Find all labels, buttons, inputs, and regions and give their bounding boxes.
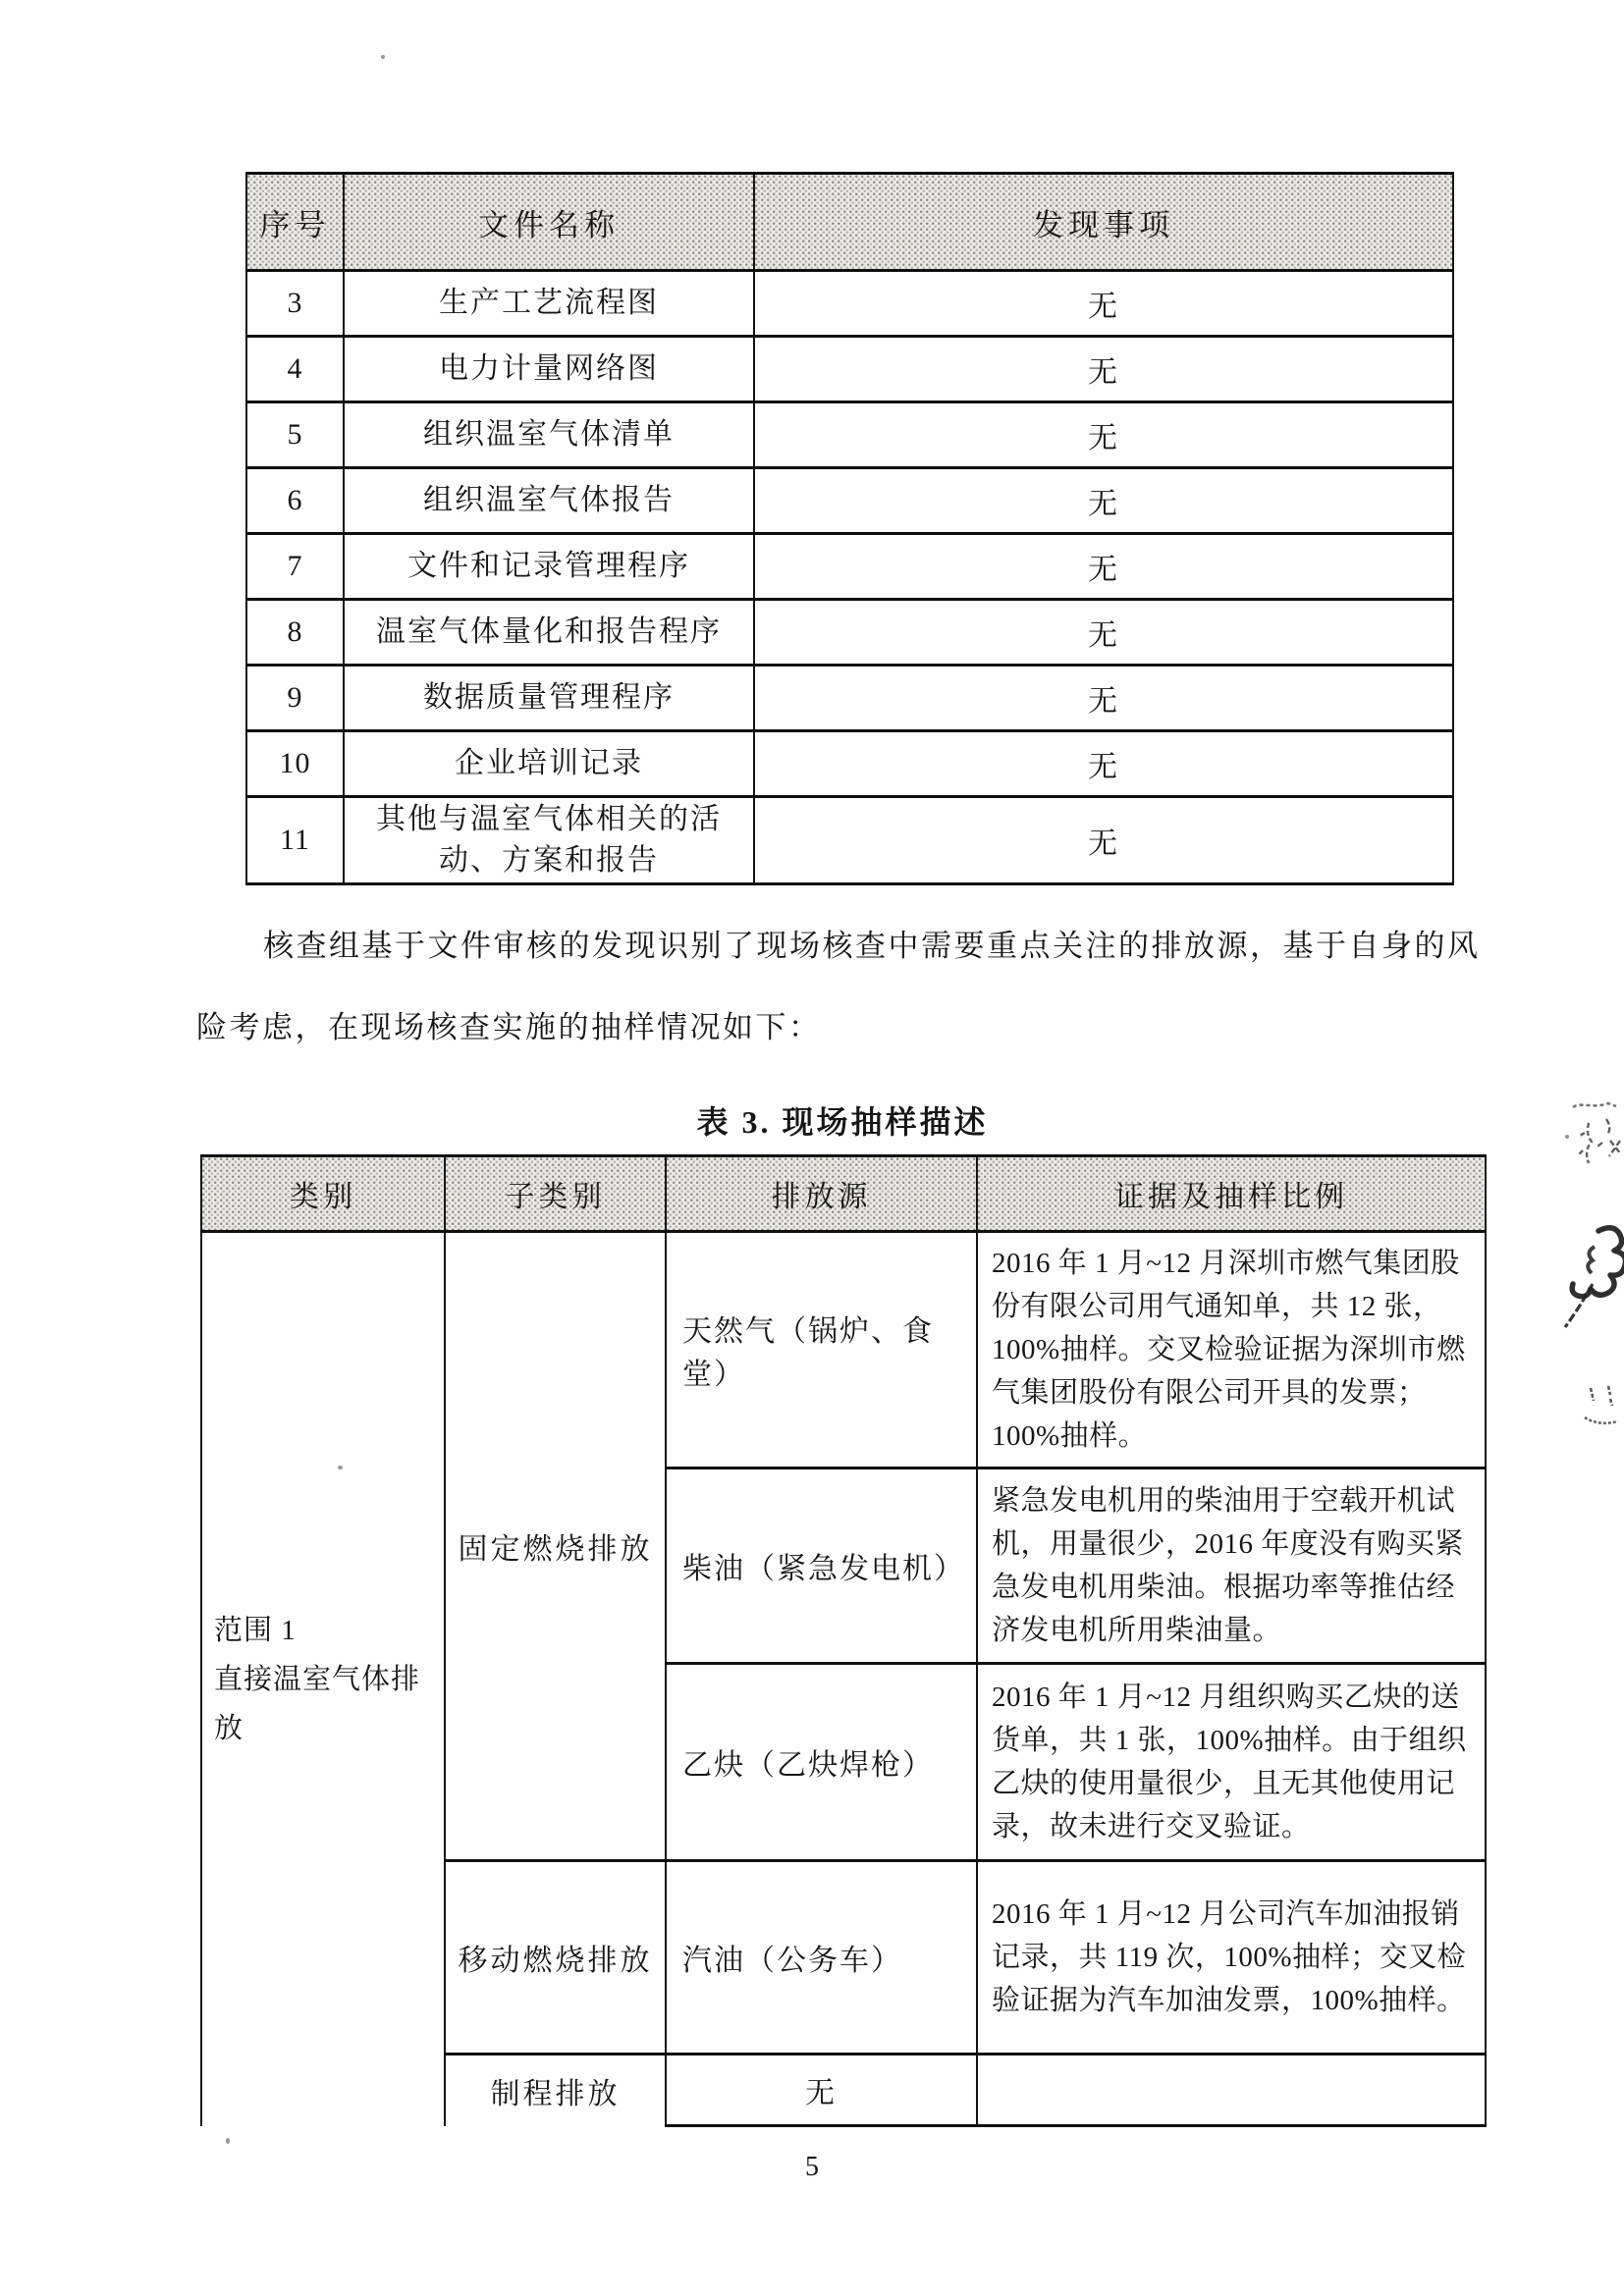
cell-subcategory-stationary: 固定燃烧排放 — [445, 1232, 666, 1861]
category-line-1: 范围 1 — [214, 1614, 297, 1646]
row-no: 9 — [246, 666, 344, 731]
scan-speck — [381, 55, 385, 59]
header-subcategory: 子类别 — [445, 1156, 666, 1232]
table-row — [201, 1232, 1486, 1468]
row-no: 4 — [246, 337, 344, 402]
cell-evidence-natural-gas: 2016 年 1 月~12 月深圳市燃气集团股份有限公司用气通知单，共 12 张，100%抽样。交叉检验证据为深圳市燃气集团股份有限公司开具的发票；100%抽样。 — [977, 1232, 1486, 1468]
table-row — [246, 600, 1453, 666]
cell-source-gasoline: 汽油（公务车） — [666, 1861, 977, 2055]
row-file-name: 文件和记录管理程序 — [344, 534, 754, 600]
table-header-row — [201, 1156, 1486, 1232]
table-row — [246, 731, 1453, 797]
scan-speck — [226, 2138, 230, 2144]
table-row — [246, 337, 1453, 402]
header-source: 排放源 — [666, 1156, 977, 1232]
header-file-name: 文件名称 — [344, 174, 754, 271]
table-row — [246, 402, 1453, 468]
cell-evidence-empty — [977, 2055, 1486, 2126]
cell-subcategory-process: 制程排放 — [445, 2055, 666, 2126]
scan-speck — [338, 1466, 343, 1469]
row-no: 11 — [246, 797, 344, 884]
row-file-name: 温室气体量化和报告程序 — [344, 600, 754, 666]
row-file-name: 生产工艺流程图 — [344, 271, 754, 337]
row-file-name: 组织温室气体报告 — [344, 468, 754, 534]
table-row — [246, 534, 1453, 600]
table-row — [246, 468, 1453, 534]
header-finding: 发现事项 — [754, 174, 1453, 271]
cell-evidence-acetylene: 2016 年 1 月~12 月组织购买乙炔的送货单，共 1 张，100%抽样。由于组织乙炔的使用量很少，且无其他使用记录，故未进行交叉验证。 — [977, 1664, 1486, 1861]
cell-evidence-diesel: 紧急发电机用的柴油用于空载开机试机，用量很少，2016 年度没有购买紧急发电机用柴油。根据功率等推估经济发电机所用柴油量。 — [977, 1468, 1486, 1664]
row-no: 6 — [246, 468, 344, 534]
cell-source-acetylene: 乙炔（乙炔焊枪） — [666, 1664, 977, 1861]
page-number: 5 — [805, 2152, 819, 2182]
header-category: 类别 — [201, 1156, 445, 1232]
row-finding: 无 — [754, 731, 1453, 797]
row-finding: 无 — [754, 600, 1453, 666]
row-no: 8 — [246, 600, 344, 666]
row-no: 5 — [246, 402, 344, 468]
cell-source-diesel: 柴油（紧急发电机） — [666, 1468, 977, 1664]
ink-scribble-mark-top — [1563, 1099, 1624, 1196]
ink-scribble-mark-middle — [1555, 1221, 1624, 1333]
table-header-row — [246, 174, 1453, 271]
table-row — [246, 797, 1453, 884]
cell-subcategory-mobile: 移动燃烧排放 — [445, 1861, 666, 2055]
row-finding: 无 — [754, 271, 1453, 337]
row-no: 7 — [246, 534, 344, 600]
header-evidence: 证据及抽样比例 — [977, 1156, 1486, 1232]
row-no: 3 — [246, 271, 344, 337]
row-finding: 无 — [754, 797, 1453, 884]
cell-source-natural-gas: 天然气（锅炉、食堂） — [666, 1232, 977, 1468]
body-paragraph-line-1: 核查组基于文件审核的发现识别了现场核查中需要重点关注的排放源，基于自身的风 — [263, 929, 1481, 963]
cell-category-scope1 — [201, 1232, 445, 2126]
cell-evidence-gasoline: 2016 年 1 月~12 月公司汽车加油报销记录，共 119 次，100%抽样；交叉检验证据为汽车加油发票，100%抽样。 — [977, 1861, 1486, 2055]
scan-speck — [1565, 1135, 1569, 1139]
row-finding: 无 — [754, 666, 1453, 731]
row-file-name: 电力计量网络图 — [344, 337, 754, 402]
row-file-name: 企业培训记录 — [344, 731, 754, 797]
row-file-name: 组织温室气体清单 — [344, 402, 754, 468]
table3-caption: 表 3. 现场抽样描述 — [696, 1104, 989, 1140]
sampling-description-table — [200, 1154, 1487, 2127]
row-finding: 无 — [754, 534, 1453, 600]
row-finding: 无 — [754, 402, 1453, 468]
document-findings-table — [245, 172, 1454, 885]
header-no: 序号 — [246, 174, 344, 271]
row-file-name: 其他与温室气体相关的活动、方案和报告 — [344, 797, 754, 884]
row-finding: 无 — [754, 337, 1453, 402]
table-row — [246, 271, 1453, 337]
row-no: 10 — [246, 731, 344, 797]
row-file-name: 数据质量管理程序 — [344, 666, 754, 731]
body-paragraph-line-2: 险考虑，在现场核查实施的抽样情况如下： — [196, 1010, 822, 1044]
category-line-2: 直接温室气体排放 — [214, 1663, 421, 1744]
row-finding: 无 — [754, 468, 1453, 534]
ink-scribble-mark-bottom — [1579, 1380, 1624, 1431]
table-row — [246, 666, 1453, 731]
cell-source-none: 无 — [666, 2055, 977, 2126]
